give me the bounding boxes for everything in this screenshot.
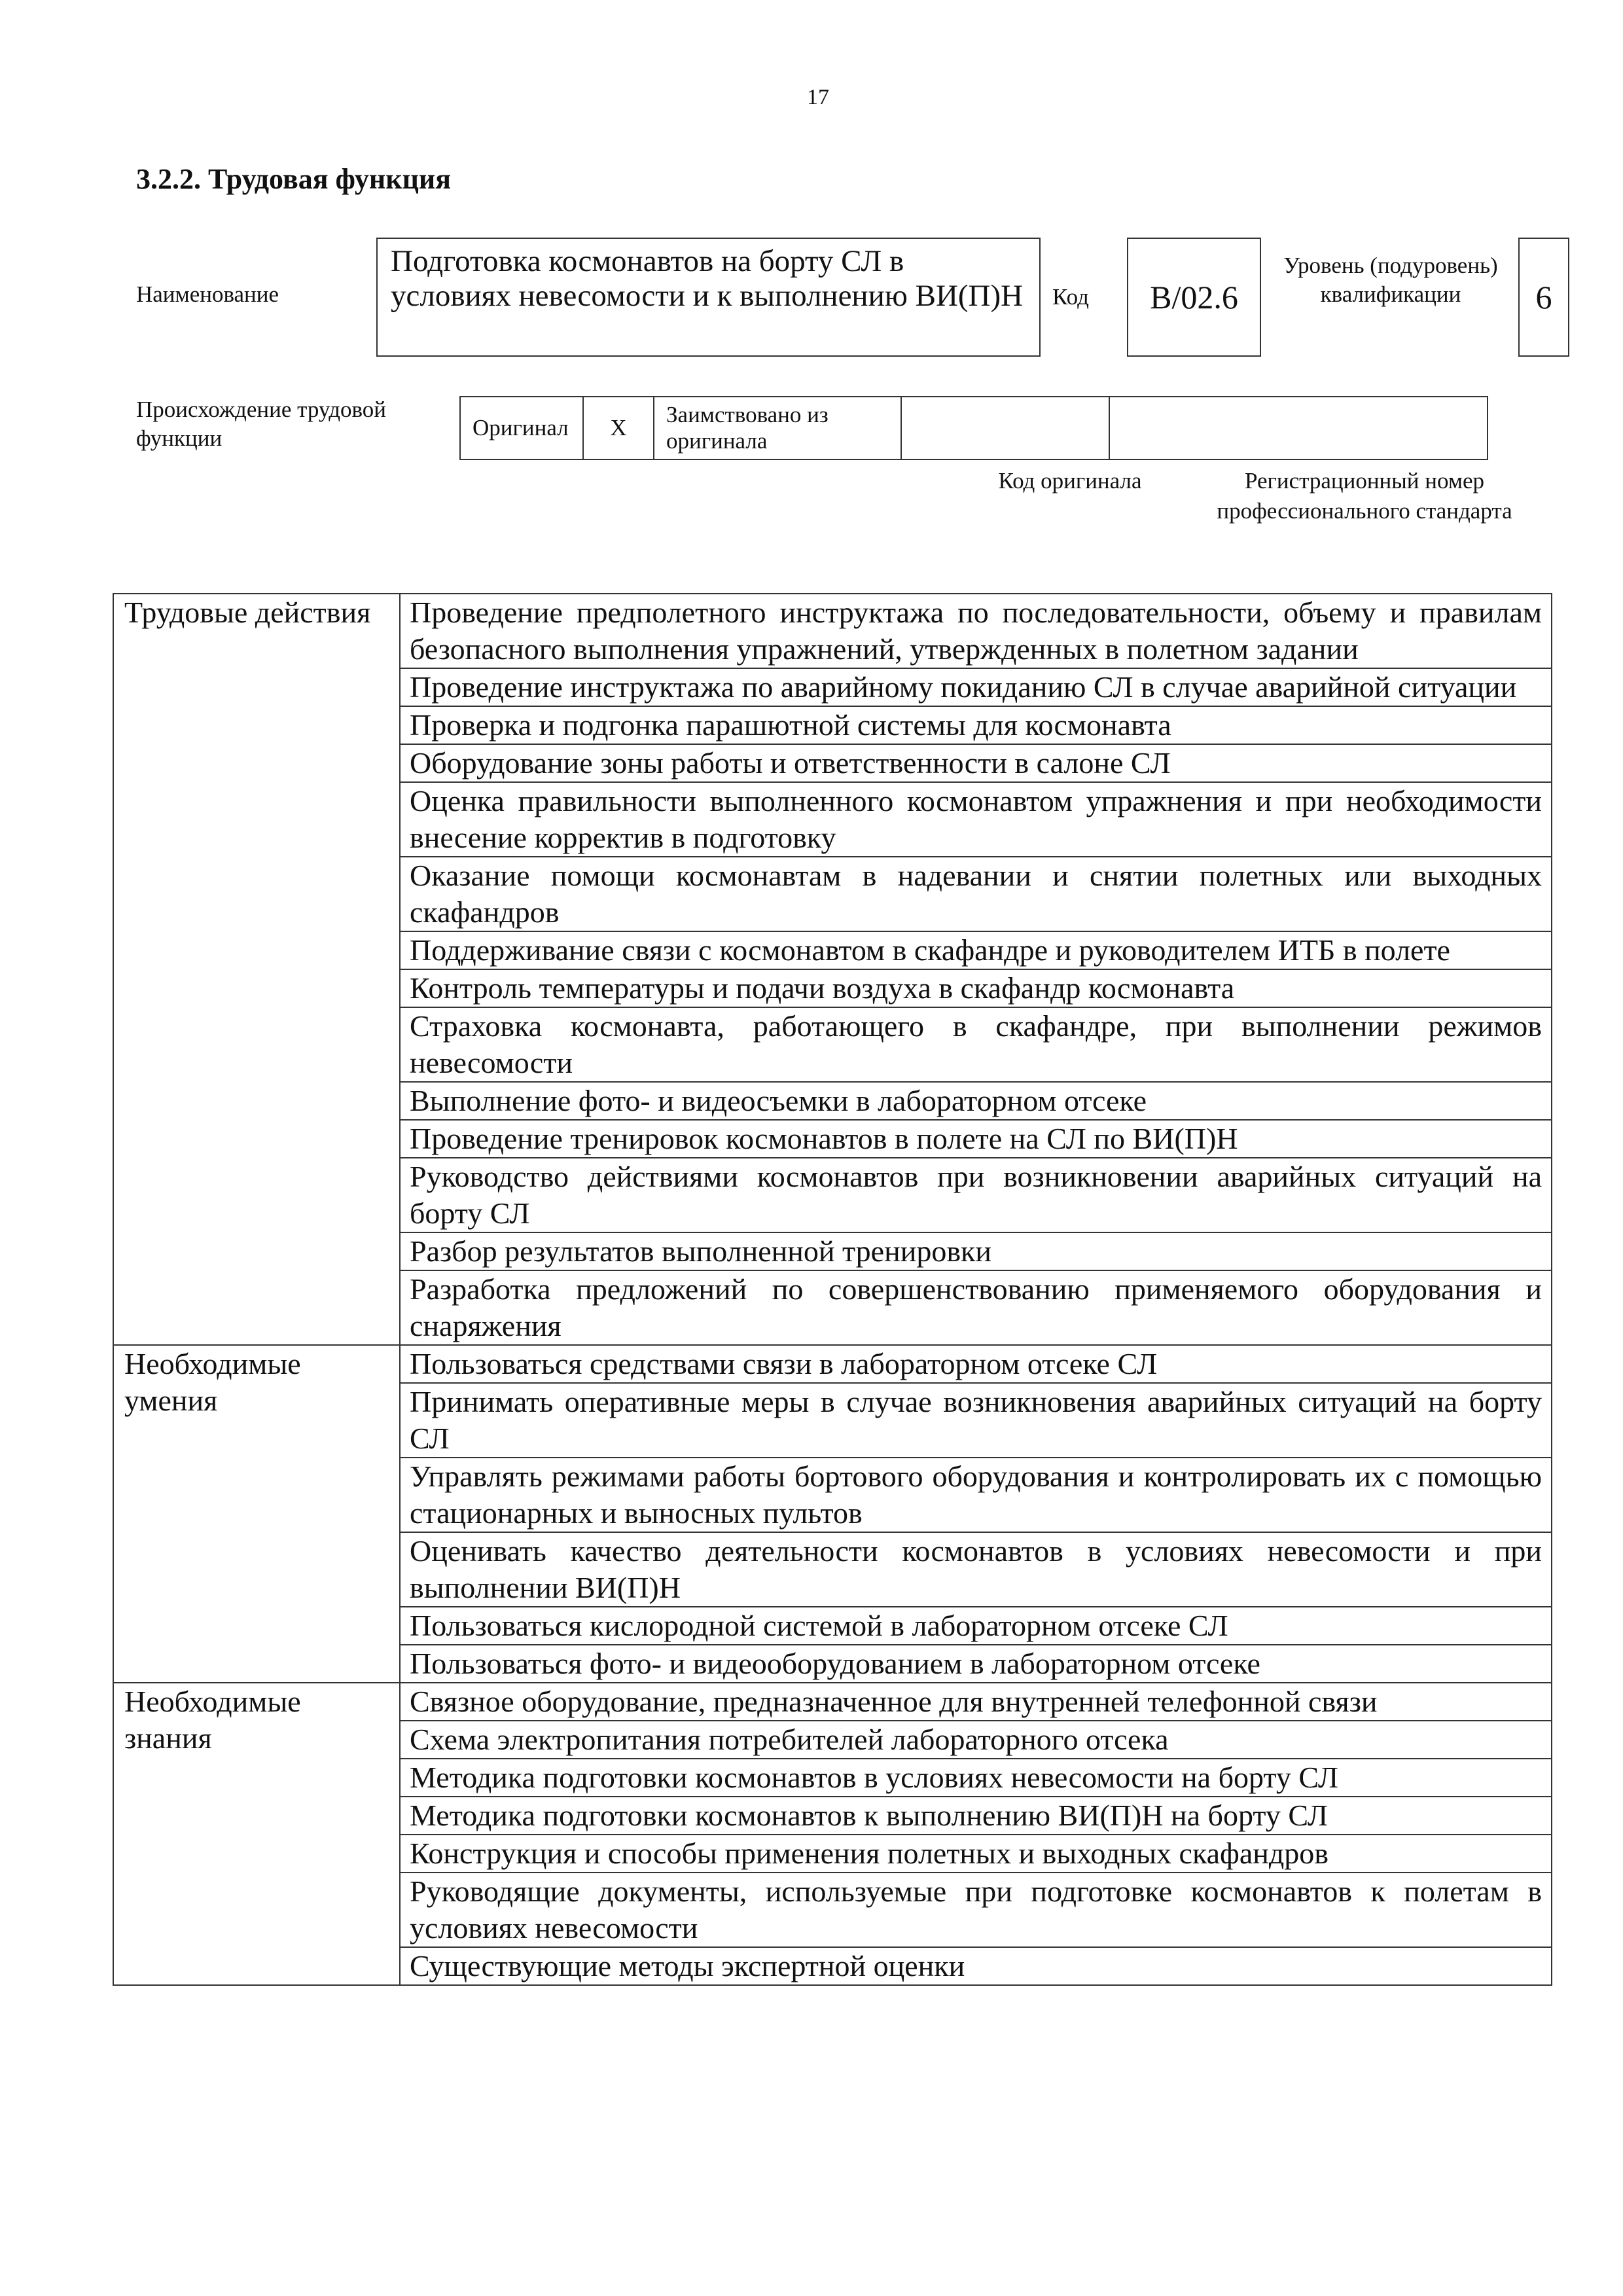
labor-actions-item: Поддерживание связи с космонавтом в скафандре и руководителем ИТБ в полете: [400, 931, 1552, 969]
labor-actions-item: Разбор результатов выполненной тренировки: [400, 1232, 1552, 1270]
required-skills-item: Оценивать качество деятельности космонавтов в условиях невесомости и при выполнении ВИ(П)Н: [400, 1532, 1552, 1607]
section-title: 3.2.2. Трудовая функция: [136, 163, 452, 195]
table-row: [113, 1683, 1552, 1721]
required-knowledge-item: Существующие методы экспертной оценки: [400, 1947, 1552, 1985]
required-knowledge-item: Конструкция и способы применения полетных и выходных скафандров: [400, 1835, 1552, 1873]
origin-code-cell: [901, 397, 1109, 459]
required-knowledge-item: Руководящие документы, используемые при подготовке космонавтов к полетам в условиях невесомости: [400, 1873, 1552, 1947]
labor-actions-item: Оценка правильности выполненного космонавтом упражнения и при необходимости внесение корректив в подготовку: [400, 782, 1552, 857]
code-value-box: [1127, 238, 1261, 357]
origin-table: [459, 396, 1488, 460]
required-skills-item: Пользоваться фото- и видеооборудованием в лабораторном отсеке: [400, 1645, 1552, 1683]
labor-actions-item: Разработка предложений по совершенствованию применяемого оборудования и снаряжения: [400, 1270, 1552, 1345]
name-label: Наименование: [136, 281, 279, 307]
code-value: В/02.6: [1150, 279, 1238, 315]
origin-borrowed-label: Заимствовано из оригинала: [666, 401, 829, 454]
labor-actions-item: Проведение предполетного инструктажа по последовательности, объему и правилам безопасного выполнения упражнений, утвержденных в полетном задании: [400, 594, 1552, 668]
table-row: [113, 1345, 1552, 1383]
required-skills-item: Управлять режимами работы бортового оборудования и контролировать их с помощью стационарных и выносных пультов: [400, 1458, 1552, 1532]
level-label: Уровень (подуровень) квалификации: [1283, 253, 1498, 307]
required-skills-item: Принимать оперативные меры в случае возникновения аварийных ситуаций на борту СЛ: [400, 1383, 1552, 1458]
required-knowledge-item: Методика подготовки космонавтов в условиях невесомости на борту СЛ: [400, 1759, 1552, 1797]
table-row: [113, 594, 1552, 668]
code-original-label: Код оригинала: [998, 468, 1142, 493]
origin-label: Происхождение трудовой функции: [136, 397, 387, 451]
required-knowledge-item: Связное оборудование, предназначенное для внутренней телефонной связи: [400, 1683, 1552, 1721]
labor-actions-item: Проведение инструктажа по аварийному покиданию СЛ в случае аварийной ситуации: [400, 668, 1552, 706]
page-number: 17: [807, 85, 829, 109]
name-value-box: [376, 238, 1041, 357]
name-value: Подготовка космонавтов на борту СЛ в условиях невесомости и к выполнению ВИ(П)Н: [391, 244, 1024, 313]
labor-actions-item: Контроль температуры и подачи воздуха в скафандр космонавта: [400, 969, 1552, 1007]
reg-number-label: Регистрационный номер профессионального стандарта: [1217, 468, 1512, 524]
origin-borrowed-cell: [654, 397, 901, 459]
origin-original-mark: Х: [610, 414, 627, 440]
function-table: [113, 593, 1552, 1986]
origin-mark-cell: [583, 397, 654, 459]
required-skills-item: Пользоваться средствами связи в лабораторном отсеке СЛ: [400, 1345, 1552, 1383]
labor-actions-item: Страховка космонавта, работающего в скафандре, при выполнении режимов невесомости: [400, 1007, 1552, 1082]
labor-actions-item: Проведение тренировок космонавтов в полете на СЛ по ВИ(П)Н: [400, 1120, 1552, 1158]
code-label: Код: [1052, 284, 1089, 310]
origin-reg-cell: [1109, 397, 1488, 459]
labor-actions-item: Проверка и подгонка парашютной системы для космонавта: [400, 706, 1552, 744]
required-knowledge-title: Необходимые знания: [113, 1683, 400, 1985]
level-value-box: [1518, 238, 1569, 357]
origin-original-cell: [460, 397, 583, 459]
labor-actions-item: Оборудование зоны работы и ответственности в салоне СЛ: [400, 744, 1552, 782]
required-knowledge-item: Методика подготовки космонавтов к выполнению ВИ(П)Н на борту СЛ: [400, 1797, 1552, 1835]
required-skills-title: Необходимые умения: [113, 1345, 400, 1683]
labor-actions-item: Выполнение фото- и видеосъемки в лабораторном отсеке: [400, 1082, 1552, 1120]
level-value: 6: [1535, 279, 1552, 315]
required-knowledge-item: Схема электропитания потребителей лабораторного отсека: [400, 1721, 1552, 1759]
labor-actions-title: Трудовые действия: [113, 594, 400, 1345]
required-skills-item: Пользоваться кислородной системой в лабораторном отсеке СЛ: [400, 1607, 1552, 1645]
labor-actions-item: Руководство действиями космонавтов при возникновении аварийных ситуаций на борту СЛ: [400, 1158, 1552, 1232]
origin-original-label: Оригинал: [473, 414, 569, 440]
labor-actions-item: Оказание помощи космонавтам в надевании и снятии полетных или выходных скафандров: [400, 857, 1552, 931]
